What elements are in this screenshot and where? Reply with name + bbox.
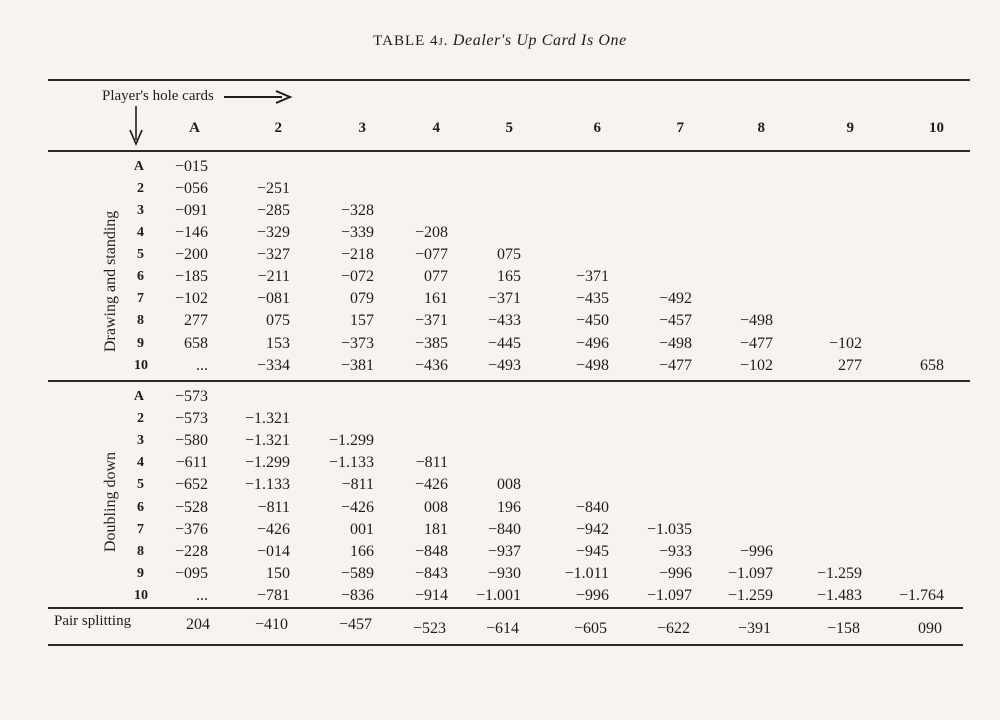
row-label: 8	[137, 313, 144, 328]
column-header: A	[189, 120, 200, 136]
column-header: 4	[432, 120, 440, 136]
table-cell: ...	[196, 587, 208, 604]
table-cell: −498	[658, 335, 692, 352]
table-cell: −208	[414, 224, 448, 241]
table-cell: 166	[350, 543, 374, 560]
table-cell: −996	[739, 543, 773, 560]
table-cell: −1.483	[816, 587, 862, 604]
pair-splitting-cell: −523	[412, 620, 446, 637]
section-label-doubling-down: Doubling down	[102, 452, 119, 552]
table-cell: 658	[184, 335, 208, 352]
column-header: 8	[757, 120, 765, 136]
column-header: 10	[929, 120, 944, 136]
table-cell: −376	[174, 521, 208, 538]
table-cell: −496	[575, 335, 609, 352]
table-cell: −091	[174, 202, 208, 219]
row-label: 9	[137, 566, 144, 581]
table-cell: −573	[174, 410, 208, 427]
table-cell: 165	[497, 268, 521, 285]
table-cell: −014	[256, 543, 290, 560]
table-cell: −102	[739, 357, 773, 374]
table-cell: −477	[658, 357, 692, 374]
table-cell: −327	[256, 246, 290, 263]
table-cell: −836	[340, 587, 374, 604]
column-header: 2	[274, 120, 282, 136]
top-rule	[48, 79, 970, 81]
table-cell: −426	[256, 521, 290, 538]
table-cell: −945	[575, 543, 609, 560]
table-cell: −1.299	[244, 454, 290, 471]
row-label: 4	[137, 225, 144, 240]
row-label: 6	[137, 500, 144, 515]
pair-splitting-cell: −410	[254, 616, 288, 633]
row-label: 7	[137, 522, 144, 537]
table-cell: −445	[487, 335, 521, 352]
table-cell: −056	[174, 180, 208, 197]
table-cell: −436	[414, 357, 448, 374]
row-label: 4	[137, 455, 144, 470]
table-cell: 196	[497, 499, 521, 516]
table-cell: −811	[257, 499, 290, 516]
arrow-down-icon	[128, 106, 144, 146]
table-cell: −498	[739, 312, 773, 329]
arrow-right-icon	[224, 90, 294, 104]
table-cell: −493	[487, 357, 521, 374]
table-cell: −371	[414, 312, 448, 329]
column-header: 7	[676, 120, 684, 136]
table-cell: −102	[828, 335, 862, 352]
table-cell: −840	[487, 521, 521, 538]
table-cell: −015	[174, 158, 208, 175]
table-cell: 075	[497, 246, 521, 263]
table-title	[0, 32, 1000, 50]
pair-splitting-cell: −158	[826, 620, 860, 637]
table-cell: −611	[175, 454, 208, 471]
table-cell: 008	[497, 476, 521, 493]
column-header: 9	[846, 120, 854, 136]
table-cell: −1.259	[816, 565, 862, 582]
section-label-drawing-standing: Drawing and standing	[102, 210, 119, 352]
row-label: 9	[137, 336, 144, 351]
table-cell: 077	[424, 268, 448, 285]
table-cell: 277	[838, 357, 862, 374]
table-cell: 075	[266, 312, 290, 329]
table-cell: −102	[174, 290, 208, 307]
table-cell: −095	[174, 565, 208, 582]
table-cell: −329	[256, 224, 290, 241]
pair-splitting-cell: 204	[186, 616, 210, 633]
row-label: 3	[137, 433, 144, 448]
table-cell: −1.097	[727, 565, 773, 582]
table-cell: 277	[184, 312, 208, 329]
table-cell: −1.764	[898, 587, 944, 604]
table-cell: −1.011	[564, 565, 609, 582]
table-cell: −433	[487, 312, 521, 329]
row-label: 6	[137, 269, 144, 284]
row-label: A	[133, 389, 144, 404]
table-cell: −942	[575, 521, 609, 538]
table-cell: −450	[575, 312, 609, 329]
table-cell: −1.299	[328, 432, 374, 449]
table-cell: ...	[196, 357, 208, 374]
table-cell: −930	[487, 565, 521, 582]
row-label: 10	[134, 588, 148, 603]
table-cell: −589	[340, 565, 374, 582]
table-cell: −077	[414, 246, 448, 263]
table-cell: 157	[350, 312, 374, 329]
column-header: 5	[505, 120, 513, 136]
table-cell: −435	[575, 290, 609, 307]
hole-cards-label: Player's hole cards	[102, 88, 214, 104]
table-cell: −371	[575, 268, 609, 285]
table-cell: −072	[340, 268, 374, 285]
table-cell: 001	[350, 521, 374, 538]
pair-splitting-label: Pair splitting	[54, 613, 132, 629]
table-cell: −218	[340, 246, 374, 263]
row-label: 7	[137, 291, 144, 306]
table-cell: −251	[256, 180, 290, 197]
table-cell: 153	[266, 335, 290, 352]
table-cell: −811	[341, 476, 374, 493]
table-cell: −937	[487, 543, 521, 560]
pair-top-rule	[48, 607, 963, 609]
table-cell: −580	[174, 432, 208, 449]
row-label: 2	[137, 411, 144, 426]
table-cell: −1.259	[727, 587, 773, 604]
table-cell: −1.133	[244, 476, 290, 493]
table-cell: 008	[424, 499, 448, 516]
table-cell: −1.321	[244, 410, 290, 427]
table-cell: 161	[424, 290, 448, 307]
header-rule	[48, 150, 970, 152]
table-cell: −996	[658, 565, 692, 582]
table-cell: −328	[340, 202, 374, 219]
table-cell: −1.133	[328, 454, 374, 471]
table-cell: −477	[739, 335, 773, 352]
column-header: 6	[593, 120, 601, 136]
pair-splitting-cell: −614	[485, 620, 519, 637]
row-label: 5	[137, 477, 144, 492]
table-cell: −385	[414, 335, 448, 352]
table-cell: −840	[575, 499, 609, 516]
row-label: 5	[137, 247, 144, 262]
row-label: A	[133, 159, 144, 174]
table-cell: 079	[350, 290, 374, 307]
table-cell: 658	[920, 357, 944, 374]
table-cell: 150	[266, 565, 290, 582]
table-cell: −811	[415, 454, 448, 471]
row-label: 8	[137, 544, 144, 559]
table-cell: −1.001	[475, 587, 521, 604]
table-cell: −228	[174, 543, 208, 560]
row-label: 10	[134, 358, 148, 373]
pair-splitting-cell: −605	[573, 620, 607, 637]
column-header: 3	[358, 120, 366, 136]
table-number: TABLE 4j.	[373, 33, 449, 49]
table-cell: −371	[487, 290, 521, 307]
table-cell: −081	[256, 290, 290, 307]
table-cell: −185	[174, 268, 208, 285]
table-cell: −1.035	[646, 521, 692, 538]
table-cell: −146	[174, 224, 208, 241]
table-cell: −373	[340, 335, 374, 352]
table-cell: −996	[575, 587, 609, 604]
table-cell: −339	[340, 224, 374, 241]
table-cell: −426	[414, 476, 448, 493]
section-divider-rule	[48, 380, 970, 382]
table-cell: −528	[174, 499, 208, 516]
table-cell: −652	[174, 476, 208, 493]
pair-splitting-cell: −622	[656, 620, 690, 637]
table-cell: −381	[340, 357, 374, 374]
row-label: 3	[137, 203, 144, 218]
table-cell: −498	[575, 357, 609, 374]
pair-splitting-cell: −457	[338, 616, 372, 633]
row-label: 2	[137, 181, 144, 196]
table-cell: 181	[424, 521, 448, 538]
table-cell: −426	[340, 499, 374, 516]
table-cell: −211	[257, 268, 290, 285]
table-cell: −573	[174, 388, 208, 405]
table-cell: −843	[414, 565, 448, 582]
table-cell: −200	[174, 246, 208, 263]
table-caption: Dealer's Up Card Is One	[452, 32, 627, 49]
bottom-rule	[48, 644, 963, 646]
table-cell: −334	[256, 357, 290, 374]
pair-splitting-cell: 090	[918, 620, 942, 637]
table-cell: −285	[256, 202, 290, 219]
table-cell: −1.321	[244, 432, 290, 449]
table-cell: −848	[414, 543, 448, 560]
pair-splitting-cell: −391	[737, 620, 771, 637]
table-cell: −933	[658, 543, 692, 560]
table-cell: −492	[658, 290, 692, 307]
table-cell: −914	[414, 587, 448, 604]
table-cell: −1.097	[646, 587, 692, 604]
table-cell: −457	[658, 312, 692, 329]
table-cell: −781	[256, 587, 290, 604]
